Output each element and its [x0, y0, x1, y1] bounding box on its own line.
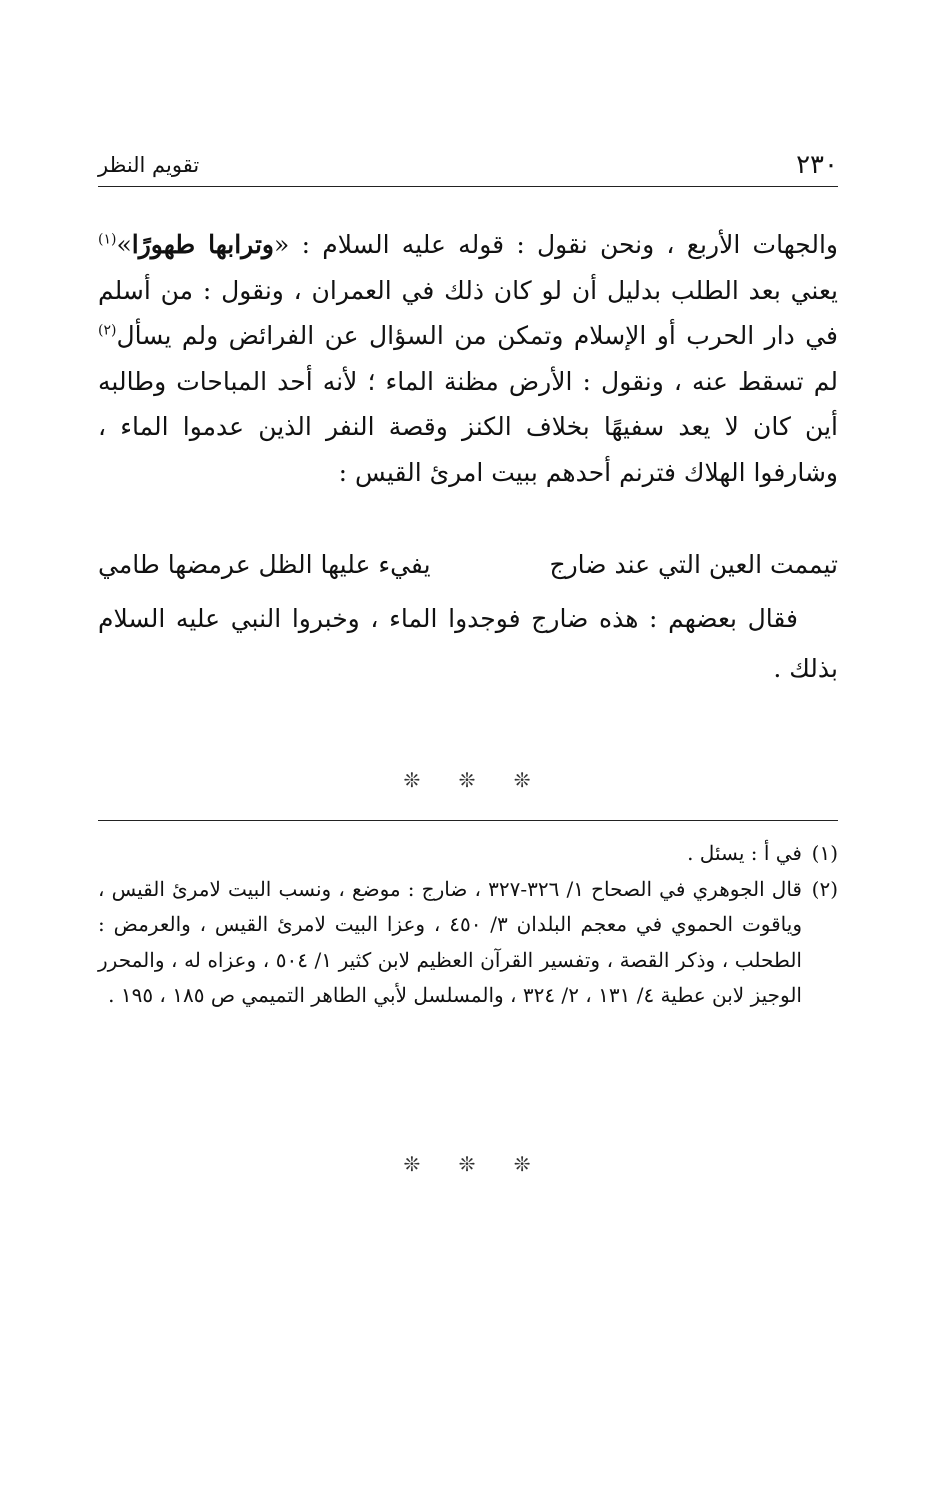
running-title: تقويم النظر: [98, 153, 200, 177]
verse-first-hemistich: تيممت العين التي عند ضارج: [549, 550, 838, 579]
text-segment: »: [116, 230, 132, 259]
footnote-1: [98, 836, 838, 872]
footnote-number: (٢): [811, 876, 838, 901]
text-segment: يعني بعد الطلب بدليل أن لو كان ذلك في العمران ، ونقول : من أسلم في دار الحرب أو الإسلام وتمكن من السؤال عن الفرائض ولم يسأل: [98, 275, 838, 350]
page-number: ٢٣٠: [796, 150, 838, 180]
footnote-reference-1[interactable]: (١): [98, 231, 117, 248]
footnote-reference-2[interactable]: (٢): [98, 322, 117, 339]
text-segment: لم تسقط عنه ، ونقول : الأرض مظنة الماء ؛ لأنه أحد المباحات وطالبه أين كان لا يعد سفيهًا بخلاف الكنز وقصة النفر الذين عدموا الماء ، وشارفوا الهلاك فترنم أحدهم ببيت امرئ القيس :: [98, 366, 838, 487]
footnote-number: (١): [811, 841, 838, 865]
footnote-2: [98, 872, 838, 1014]
verse-second-hemistich: يفيء عليها الظل عرمضها طامي: [98, 550, 431, 579]
poetry-verse: [98, 542, 838, 588]
section-separator-bottom: ❊ ❊ ❊: [403, 1152, 547, 1176]
closing-paragraph: [98, 594, 838, 694]
footnote-text: قال الجوهري في الصحاح ١/ ٣٢٦-٣٢٧ ، ضارج : موضع ، ونسب البيت لامرئ القيس ، وياقوت الحموي في معجم البلدان ٣/ ٤٥٠ ، وعزا البيت لامرئ القيس ، والعرمض : الطحلب ، وذكر القصة ، وتفسير القرآن العظيم لابن كثير ١/ ٥٠٤ ، وعزاه له ، والمحرر الوجيز لابن عطية ٤/ ١٣١ ، ٢/ ٣٢٤ ، والمسلسل لأبي الطاهر التميمي ص ١٨٥ ، ١٩٥ .: [98, 876, 802, 1007]
footnote-text: في أ : يسئل .: [687, 841, 802, 865]
text-segment: والجهات الأربع ، ونحن نقول : قوله عليه السلام : «: [274, 230, 838, 259]
footnotes-section: [98, 836, 838, 1014]
page-header: [98, 146, 838, 187]
main-paragraph: [98, 222, 838, 495]
hadith-quote: وترابها طهورًا: [131, 230, 275, 259]
closing-text: فقال بعضهم : هذه ضارج فوجدوا الماء ، وخبروا النبي عليه السلام بذلك .: [98, 604, 838, 683]
main-text: [98, 222, 838, 495]
footnote-divider: [98, 820, 838, 821]
section-separator-top: ❊ ❊ ❊: [403, 768, 547, 792]
